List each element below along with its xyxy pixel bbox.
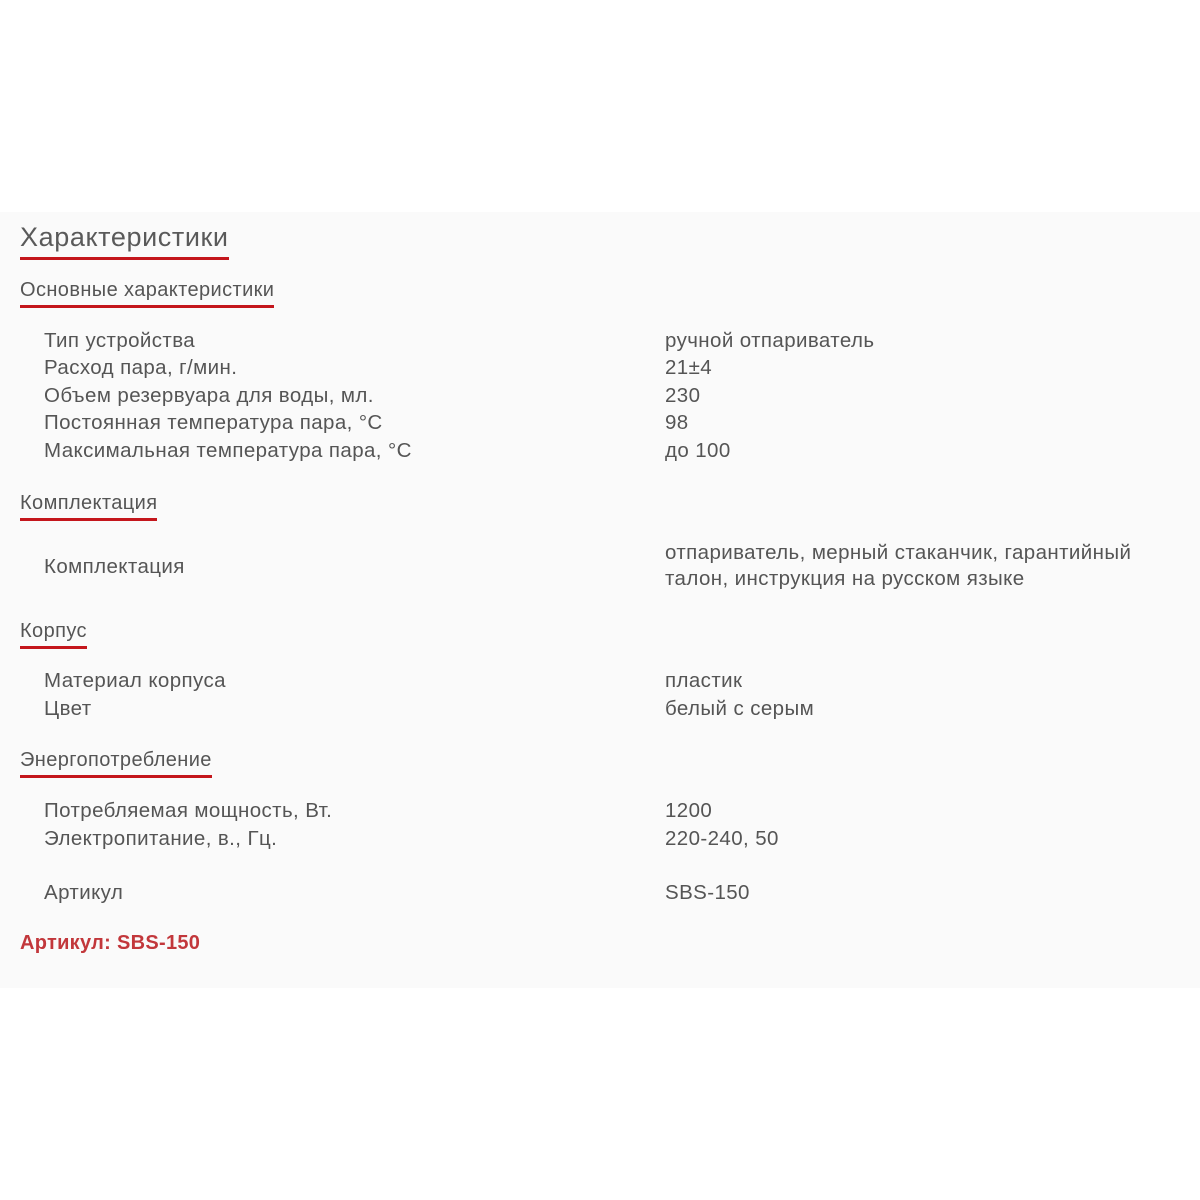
spec-value: до 100: [665, 439, 731, 462]
spec-value: пластик: [665, 669, 743, 692]
spec-value-line-1: отпариватель, мерный стаканчик, гарантийный: [665, 541, 1132, 564]
spec-label: Постоянная температура пара, °С: [44, 411, 383, 434]
spec-label: Объем резервуара для воды, мл.: [44, 384, 374, 407]
section-heading-main: Основные характеристики: [20, 279, 274, 308]
spec-value: SBS-150: [665, 881, 750, 904]
article-footer: Артикул: SBS-150: [20, 932, 201, 954]
spec-label: Электропитание, в., Гц.: [44, 827, 278, 850]
section-heading-body: Корпус: [20, 620, 87, 649]
section-heading-power: Энергопотребление: [20, 749, 212, 778]
spec-label: Артикул: [44, 881, 124, 904]
spec-label: Комплектация: [44, 555, 185, 578]
spec-value: 98: [665, 411, 689, 434]
spec-label: Материал корпуса: [44, 669, 226, 692]
spec-label: Максимальная температура пара, °С: [44, 439, 412, 462]
page-title: Характеристики: [20, 222, 229, 260]
spec-label: Тип устройства: [44, 329, 196, 352]
spec-value: белый с серым: [665, 697, 815, 720]
spec-value: 1200: [665, 799, 713, 822]
spec-value: ручной отпариватель: [665, 329, 875, 352]
spec-label: Цвет: [44, 697, 92, 720]
spec-label: Расход пара, г/мин.: [44, 356, 238, 379]
section-heading-kit: Комплектация: [20, 492, 157, 521]
spec-label: Потребляемая мощность, Вт.: [44, 799, 333, 822]
spec-value: 230: [665, 384, 701, 407]
spec-value: 21±4: [665, 356, 713, 379]
spec-value-line-2: талон, инструкция на русском языке: [665, 567, 1025, 590]
spec-value: 220-240, 50: [665, 827, 779, 850]
